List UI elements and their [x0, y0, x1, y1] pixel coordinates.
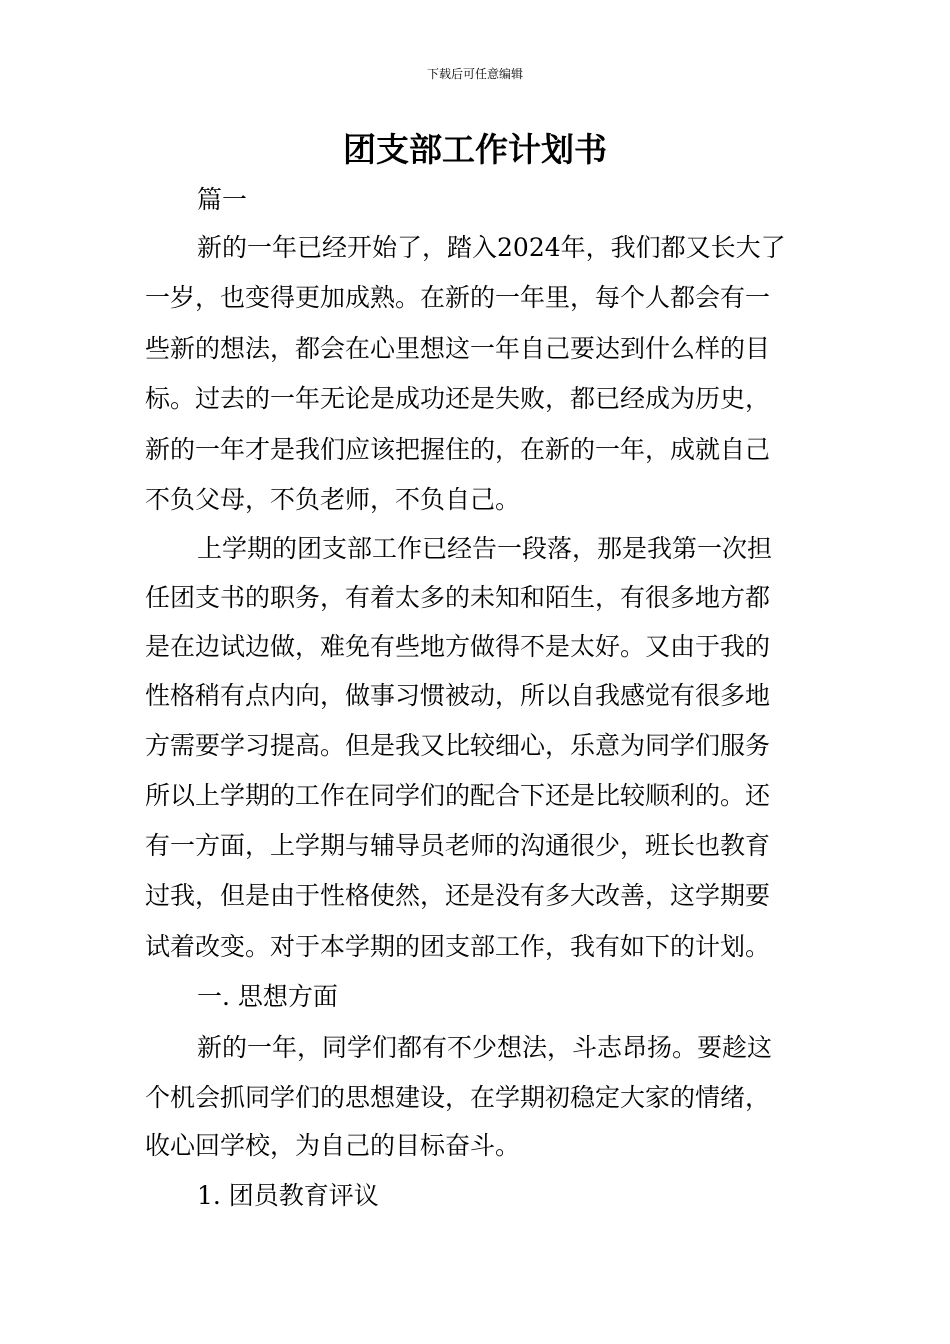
- paragraph-line: 标。过去的一年无论是成功还是失败，都已经成为历史，: [145, 384, 771, 413]
- paragraph-line: 所以上学期的工作在同学们的配合下还是比较顺利的。还: [145, 781, 771, 810]
- paragraph-line: 有一方面，上学期与辅导员老师的沟通很少，班长也教育: [145, 831, 771, 860]
- paragraph-line: 些新的想法，都会在心里想这一年自己要达到什么样的目: [145, 334, 771, 363]
- section-heading: 一. 思想方面: [197, 982, 338, 1011]
- paragraph-line: 上学期的团支部工作已经告一段落，那是我第一次担: [197, 534, 773, 563]
- paragraph-line: 任团支书的职务，有着太多的未知和陌生，有很多地方都: [145, 583, 771, 612]
- paragraph-line: 新的一年才是我们应该把握住的，在新的一年，成就自己: [145, 435, 771, 464]
- section-label: 篇一: [197, 185, 248, 214]
- page-header-note: 下载后可任意编辑: [426, 67, 523, 81]
- paragraph-line: 不负父母，不负老师，不负自己。: [145, 485, 521, 514]
- paragraph-line: 个机会抓同学们的思想建设，在学期初稳定大家的情绪，: [145, 1083, 771, 1112]
- paragraph-line: 是在边试边做，难免有些地方做得不是太好。又由于我的: [145, 632, 771, 661]
- paragraph-line: 性格稍有点内向，做事习惯被动，所以自我感觉有很多地: [145, 681, 771, 710]
- paragraph-line: 过我，但是由于性格使然，还是没有多大改善，这学期要: [145, 881, 771, 910]
- subsection-heading: 1. 团员教育评议: [197, 1181, 379, 1210]
- document-title: 团支部工作计划书: [343, 130, 607, 169]
- paragraph-line: 方需要学习提高。但是我又比较细心，乐意为同学们服务: [145, 731, 771, 760]
- paragraph-line: 新的一年，同学们都有不少想法，斗志昂扬。要趁这: [197, 1033, 773, 1062]
- paragraph-line: 新的一年已经开始了，踏入2024年，我们都又长大了: [197, 233, 786, 262]
- paragraph-line: 试着改变。对于本学期的团支部工作，我有如下的计划。: [145, 932, 771, 961]
- paragraph-line: 收心回学校，为自己的目标奋斗。: [145, 1131, 521, 1160]
- paragraph-line: 一岁，也变得更加成熟。在新的一年里，每个人都会有一: [145, 283, 771, 312]
